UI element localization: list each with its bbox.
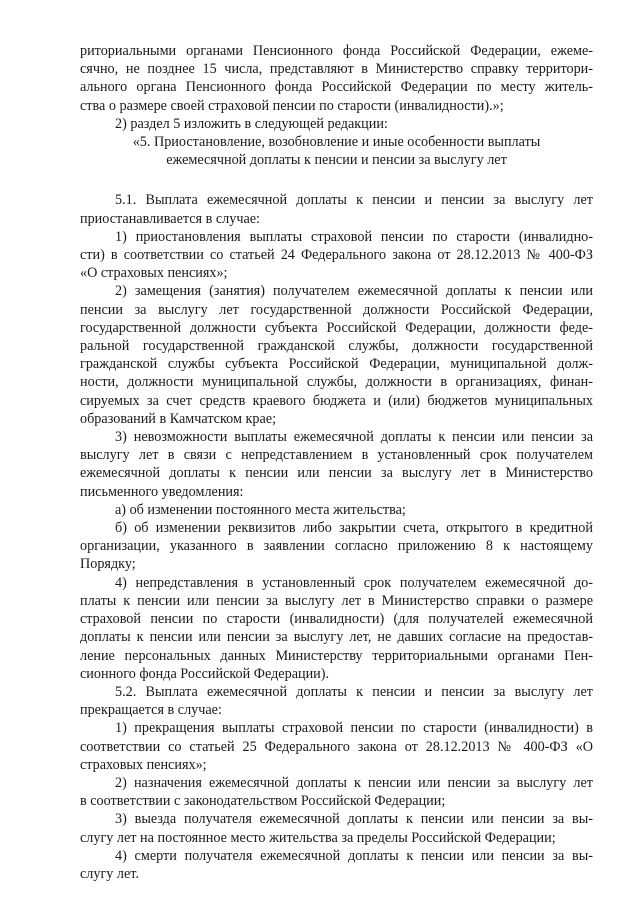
paragraph-p7 — [80, 501, 593, 519]
paragraph-p1 — [80, 42, 593, 115]
text-line: ства о размере своей страховой пенсии по старости (инвалидности).»; — [80, 97, 504, 114]
text-line: 2) раздел 5 изложить в следующей редакции: — [115, 115, 388, 132]
paragraph-p5 — [80, 282, 593, 428]
text-line: государственной должности субъекта Российской Федерации, должности феде- — [80, 319, 593, 336]
text-line: сти) в соответствии со статьей 24 Федерального закона от 28.12.2013 № 400-ФЗ — [80, 247, 593, 264]
paragraph-p12 — [80, 774, 593, 810]
paragraph-p9 — [80, 574, 593, 683]
document-page — [80, 42, 593, 883]
paragraph-p6 — [80, 428, 593, 501]
text-line: слугу лет на постоянное место жительства за пределы Российской Федерации; — [80, 829, 556, 846]
text-line: гражданской службы субъекта Российской Федерации, муниципальной долж- — [80, 356, 593, 373]
text-line: платы к пенсии или пенсии за выслугу лет в Министерство справки о размере — [80, 592, 593, 609]
text-line: страховой пенсии по старости (инвалидности) (для получателей ежемесячной — [80, 611, 593, 628]
text-line: 4) непредставления в установленный срок получателем ежемесячной до- — [115, 574, 593, 591]
paragraph-p11 — [80, 719, 593, 774]
text-line: «5. Приостановление, возобновление и иные особенности выплаты — [132, 134, 541, 151]
text-line: страховых пенсиях»; — [80, 756, 207, 773]
text-line: сячно, не позднее 15 числа, представляют в Министерство справку территори- — [80, 61, 593, 78]
paragraph-p3 — [80, 191, 593, 227]
text-line: ального органа Пенсионного фонда Российской Федерации по месту житель- — [80, 79, 593, 96]
text-line: образований в Камчатском крае; — [80, 410, 277, 427]
text-line: соответствии со статьей 25 Федерального закона от 28.12.2013 № 400-ФЗ «О — [80, 738, 593, 755]
text-line: б) об изменении реквизитов либо закрытии счета, открытого в кредитной — [115, 520, 593, 537]
text-line: а) об изменении постоянного места жительства; — [115, 501, 406, 518]
text-line: доплаты к пенсии или пенсии за выслугу лет, не давших согласие на предостав- — [80, 629, 593, 646]
paragraph-p13 — [80, 810, 593, 846]
text-line: «О страховых пенсиях»; — [80, 265, 228, 282]
text-line: ление персональных данных Министерству территориальными органами Пен- — [80, 647, 593, 664]
text-line: сионного фонда Российской Федерации). — [80, 665, 330, 682]
text-line: приостанавливается в случае: — [80, 210, 261, 227]
text-line: 2) назначения ежемесячной доплаты к пенсии или пенсии за выслугу лет — [115, 774, 593, 791]
text-line: ности, должности муниципальной службы, должности в организациях, финан- — [80, 374, 593, 391]
section-gap — [80, 169, 593, 191]
text-line: риториальными органами Пенсионного фонда Российской Федерации, ежеме- — [80, 43, 593, 59]
paragraph-p8 — [80, 519, 593, 574]
paragraph-p10 — [80, 683, 593, 719]
text-line: слугу лет. — [80, 865, 139, 882]
text-line: 5.1. Выплата ежемесячной доплаты к пенсии и пенсии за выслугу лет — [115, 192, 593, 209]
text-line: прекращается в случае: — [80, 702, 222, 719]
text-line: пенсии за выслугу лет государственной должности Российской Федерации, — [80, 301, 593, 318]
text-line: организации, указанного в заявлении согласно приложению 8 к настоящему — [80, 538, 593, 555]
paragraph-p2 — [80, 115, 593, 133]
text-line: ежемесячной доплаты к пенсии и пенсии за выслугу лет — [166, 152, 507, 169]
text-line: 5.2. Выплата ежемесячной доплаты к пенсии и пенсии за выслугу лет — [115, 683, 593, 700]
section-heading — [80, 133, 593, 169]
text-line: 2) замещения (занятия) получателем ежемесячной доплаты к пенсии или — [115, 283, 593, 300]
text-line: 3) невозможности выплаты ежемесячной доплаты к пенсии или пенсии за — [115, 429, 593, 446]
text-line: письменного уведомления: — [80, 483, 244, 500]
text-line: выслугу лет в связи с непредставлением в установленный срок получателем — [80, 447, 593, 464]
text-line: в соответствии с законодательством Российской Федерации; — [80, 793, 446, 810]
text-line: 3) выезда получателя ежемесячной доплаты к пенсии или пенсии за вы- — [115, 811, 593, 828]
text-line: Порядку; — [80, 556, 136, 573]
text-line: ежемесячной доплаты к пенсии или пенсии за выслугу лет в Министерство — [80, 465, 593, 482]
text-line: 1) приостановления выплаты страховой пенсии по старости (инвалидно- — [115, 228, 593, 245]
paragraph-p14 — [80, 847, 593, 883]
paragraph-p4 — [80, 228, 593, 283]
text-line: сируемых за счет средств краевого бюджета и (или) бюджетов муниципальных — [80, 392, 593, 409]
text-line: 4) смерти получателя ежемесячной доплаты к пенсии или пенсии за вы- — [115, 847, 593, 864]
text-line: ральной государственной гражданской службы, должности государственной — [80, 338, 593, 355]
text-line: 1) прекращения выплаты страховой пенсии по старости (инвалидности) в — [115, 720, 593, 737]
